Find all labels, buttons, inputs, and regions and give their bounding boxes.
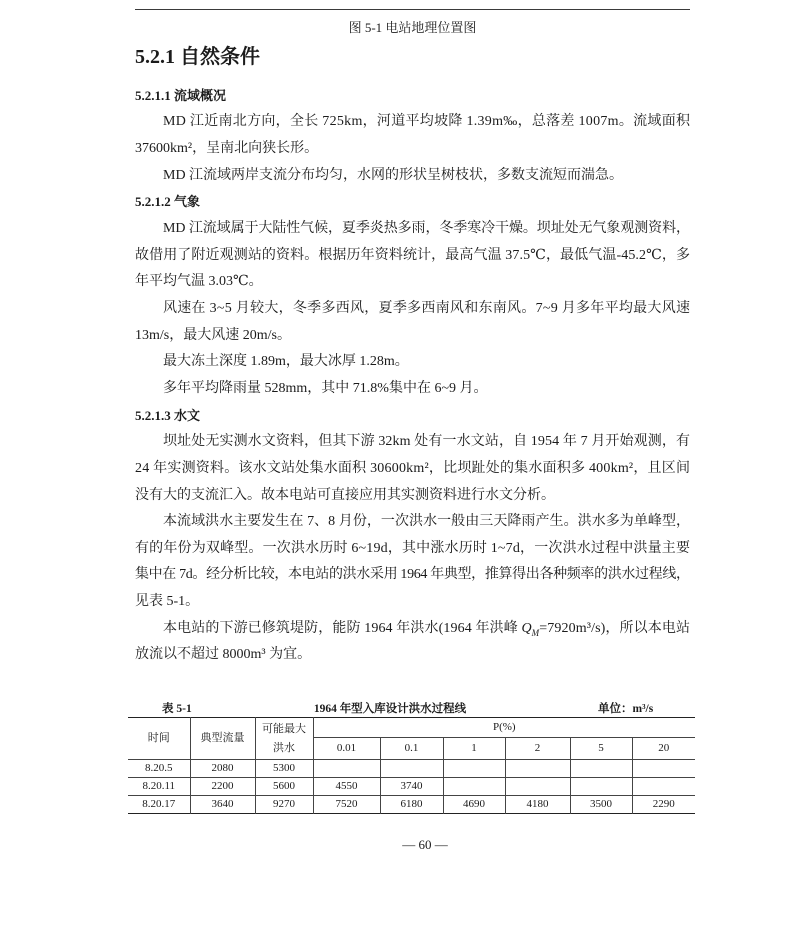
subsection-heading-hydrology: 5.2.1.3 水文 bbox=[135, 407, 201, 423]
table-cell bbox=[632, 760, 695, 778]
paragraph-line: 最大冻土深度 1.89m，最大冰厚 1.28m。 bbox=[163, 354, 409, 370]
paragraph-line: 故借用了附近观测站的资料。根据历年资料统计，最高气温 37.5℃，最低气温-45.2℃，多 bbox=[135, 247, 691, 263]
table-cell bbox=[570, 778, 632, 796]
table-cell: 3740 bbox=[380, 778, 443, 796]
paragraph-line: 24 年实测资料。该水文站处集水面积 30600km²，比坝趾处的集水面积多 400km²，且区间 bbox=[135, 460, 691, 476]
table-cell: 5600 bbox=[255, 778, 313, 796]
paragraph-line: 年平均气温 3.03℃。 bbox=[135, 274, 263, 290]
table-unit: 单位：m³/s bbox=[598, 703, 654, 715]
line-text: =7920m³/s)，所以本电站 bbox=[539, 620, 691, 636]
table-cell: 8.20.5 bbox=[128, 760, 190, 778]
header-pmf-line2: 洪水 bbox=[273, 741, 295, 754]
table-cell: 3500 bbox=[570, 796, 632, 814]
header-probability-group: P(%) bbox=[313, 718, 695, 738]
table-cell: 8.20.11 bbox=[128, 778, 190, 796]
paragraph-line: 集中在 7d。经分析比较，本电站的洪水采用 1964 年典型，推算得出各种频率的洪水过程线， bbox=[135, 567, 690, 583]
table-cell: 4180 bbox=[505, 796, 570, 814]
header-p-value: 5 bbox=[570, 738, 632, 760]
paragraph-line: 37600km²，呈南北向狭长形。 bbox=[135, 140, 319, 156]
subsection-heading-climate: 5.2.1.2 气象 bbox=[135, 194, 201, 210]
table-cell bbox=[632, 778, 695, 796]
table-cell: 2290 bbox=[652, 798, 675, 810]
header-p-value: 0.1 bbox=[380, 738, 443, 760]
paragraph-line: 坝址处无实测水文资料，但其下游 32km 处有一水文站，自 1954 年 7 月开始观测，有 bbox=[163, 434, 691, 450]
table-row bbox=[128, 796, 695, 814]
table-caption bbox=[128, 700, 695, 718]
table-row bbox=[128, 760, 695, 778]
paragraph-line: 风速在 3~5 月较大，冬季多西风，夏季多西南风和东南风。7~9 月多年平均最大风速 bbox=[163, 300, 691, 316]
table-cell bbox=[570, 760, 632, 778]
table-cell bbox=[443, 778, 505, 796]
page-number: — 60 — bbox=[402, 837, 448, 852]
table-cell bbox=[380, 760, 443, 778]
paragraph-line: MD 江流域属于大陆性气候，夏季炎热多雨，冬季寒冷干燥。坝址处无气象观测资料， bbox=[163, 220, 690, 236]
header-p-value: 2 bbox=[505, 738, 570, 760]
paragraph-line: 没有大的支流汇入。故本电站可直接应用其实测资料进行水文分析。 bbox=[135, 487, 555, 503]
header-rule bbox=[135, 9, 690, 10]
header-time: 时间 bbox=[128, 718, 190, 760]
paragraph-line: 放流以不超过 8000m³ 为宜。 bbox=[135, 647, 312, 663]
header-p-value: 1 bbox=[443, 738, 505, 760]
table-header-row bbox=[128, 718, 695, 738]
table-cell bbox=[443, 760, 505, 778]
header-p-value: 20 bbox=[632, 738, 695, 760]
table-cell: 6180 bbox=[380, 796, 443, 814]
section-heading: 5.2.1 自然条件 bbox=[135, 46, 260, 68]
header-pmf-line1: 可能最大 bbox=[262, 722, 306, 735]
flood-hydrograph-table bbox=[128, 717, 695, 814]
table-title: 1964 年型入库设计洪水过程线 bbox=[313, 703, 467, 715]
paragraph-line: MD 江近南北方向，全长 725km，河道平均坡降 1.39m‰，总落差 1007m。流域面积 bbox=[163, 114, 691, 130]
paragraph-line: 13m/s，最大风速 20m/s。 bbox=[135, 327, 291, 343]
header-pmf bbox=[255, 718, 313, 760]
table-cell: 2200 bbox=[190, 778, 255, 796]
header-typical-flow: 典型流量 bbox=[190, 718, 255, 760]
figure-caption: 图 5-1 电站地理位置图 bbox=[348, 20, 477, 35]
table-cell: 2080 bbox=[190, 760, 255, 778]
table-cell: 7520 bbox=[313, 796, 380, 814]
subsection-heading-basin: 5.2.1.1 流域概况 bbox=[135, 87, 227, 103]
table-row bbox=[128, 778, 695, 796]
header-p-value: 0.01 bbox=[313, 738, 380, 760]
table-cell: 4550 bbox=[313, 778, 380, 796]
table-cell bbox=[505, 760, 570, 778]
paragraph-line: 多年平均降雨量 528mm，其中 71.8%集中在 6~9 月。 bbox=[163, 380, 488, 396]
body-text bbox=[135, 83, 690, 669]
table-cell: 3640 bbox=[190, 796, 255, 814]
flood-peak-symbol: Q bbox=[521, 620, 532, 636]
table-cell: 5300 bbox=[255, 760, 313, 778]
table-cell bbox=[313, 760, 380, 778]
paragraph-line bbox=[135, 616, 690, 643]
table-label: 表 5-1 bbox=[162, 703, 192, 715]
table-cell: 8.20.17 bbox=[128, 796, 190, 814]
table-cell: 4690 bbox=[443, 796, 505, 814]
flood-peak-subscript: M bbox=[531, 627, 540, 638]
paragraph-line: MD 江流域两岸支流分布均匀，水网的形状呈树枝状，多数支流短而湍急。 bbox=[163, 167, 624, 183]
table-cell: 9270 bbox=[255, 796, 313, 814]
paragraph-line: 有的年份为双峰型。一次洪水历时 6~19d，其中涨水历时 1~7d，一次洪水过程中洪量主要 bbox=[135, 540, 691, 556]
line-text: 本电站的下游已修筑堤防，能防 1964 年洪水(1964 年洪峰 bbox=[163, 620, 522, 636]
paragraph-line: 本流域洪水主要发生在 7、8 月份，一次洪水一般由三天降雨产生。洪水多为单峰型， bbox=[163, 514, 691, 530]
paragraph-line: 见表 5-1。 bbox=[135, 594, 200, 610]
table-cell bbox=[505, 778, 570, 796]
